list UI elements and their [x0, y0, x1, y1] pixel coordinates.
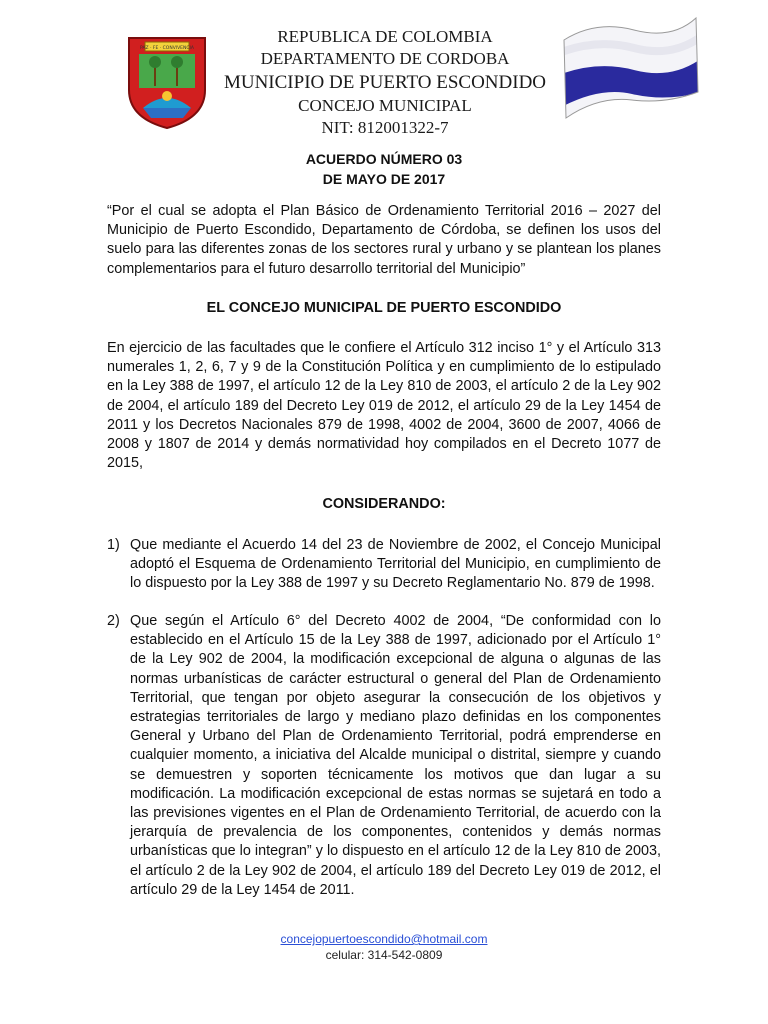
considering-heading: CONSIDERANDO: [322, 496, 446, 512]
preamble-paragraph: En ejercicio de las facultades que le confiere el Artículo 312 inciso 1° y el Artículo 313 numerales 1, 2, 6, 7 y 9 de la Constitución Política y en cumplimiento de lo estipulado en la Ley 388 de 1997, el artículo 12 de la Ley 810 de 2003, el artículo 2 de la Ley 902 de 2004, el artículo 189 del Decreto Ley 019 de 2012, el artículo 29 de la Ley 1454 de 2011 y los Decretos Nacionales 879 de 1998, 4002 de 2004, 3600 de 2007, 4066 de 2008 y 1807 de 2014 y demás normatividad hoy compilados en el Decreto 1077 de 2015, [107, 340, 661, 472]
agreement-date: DE MAYO DE 2017 [322, 171, 446, 187]
header-municipality: MUNICIPIO DE PUERTO ESCONDIDO [223, 72, 547, 93]
list-item-text: Que mediante el Acuerdo 14 del 23 de Noviembre de 2002, el Concejo Municipal adoptó el Esquema de Ordenamiento Territorial del Municipio, en cumplimiento de lo dispuesto por la Ley 388 de 1997 y su Decreto Reglamentario No. 879 de 1998. [130, 537, 661, 592]
header-nit: NIT: 812001322-7 [321, 118, 449, 137]
council-heading: EL CONCEJO MUNICIPAL DE PUERTO ESCONDIDO [206, 300, 562, 316]
municipal-flag [556, 14, 702, 122]
header-department: DEPARTAMENTO DE CORDOBA [260, 49, 510, 68]
municipal-crest-logo [125, 34, 209, 130]
agreement-number: ACUERDO NÚMERO 03 [305, 151, 463, 167]
list-item-number: 1) [107, 537, 120, 553]
footer-email-link[interactable]: concejopuertoescondido@hotmail.com [280, 932, 488, 946]
agreement-summary: “Por el cual se adopta el Plan Básico de Ordenamiento Territorial 2016 – 2027 del Municipio de Puerto Escondido, Departamento de Córdoba, se definen los usos del suelo para las diferentes zonas de los sectores rural y urbano y se plantean los planes complementarios para el futuro desarrollo territorial del Municipio” [107, 203, 661, 277]
list-item-number: 2) [107, 613, 120, 629]
footer-phone: celular: 314-542-0809 [325, 948, 443, 962]
list-item-text: Que según el Artículo 6° del Decreto 4002 de 2004, “De conformidad con lo establecido en el Artículo 15 de la Ley 388 de 1997, adicionado por el Artículo 1° de la Ley 902 de 2004, la modificación excepcional de alguna o algunas de las normas urbanísticas de carácter estructural o general del Plan de Ordenamiento Territorial, que tengan por objeto asegurar la consecución de los objetivos y estrategias territoriales de largo y mediano plazo definidas en los componentes General y Urbano del Plan de Ordenamiento Territorial, podrá emprenderse en cualquier momento, a iniciativa del Alcalde municipal o distrital, siempre y cuando se demuestren y soporten técnicamente los motivos que dan lugar a su modificación. La modificación excepcional de estas normas se sujetará en todo a las previsiones vigentes en el Plan de Ordenamiento Territorial, de acuerdo con la jerarquía de prevalencia de los componentes, contenidos y demás normas urbanísticas que lo integran” y lo dispuesto en el artículo 12 de la Ley 810 de 2003, el artículo 2 de la Ley 902 de 2004, el artículo 189 del Decreto Ley 019 de 2012, el artículo 29 de la Ley 1454 de 2011. [130, 613, 661, 898]
crest-motto: PAZ · FE · CONVIVENCIA [140, 46, 194, 51]
letterhead [215, 26, 555, 139]
header-council: CONCEJO MUNICIPAL [298, 96, 472, 115]
header-country: REPUBLICA DE COLOMBIA [277, 27, 493, 46]
